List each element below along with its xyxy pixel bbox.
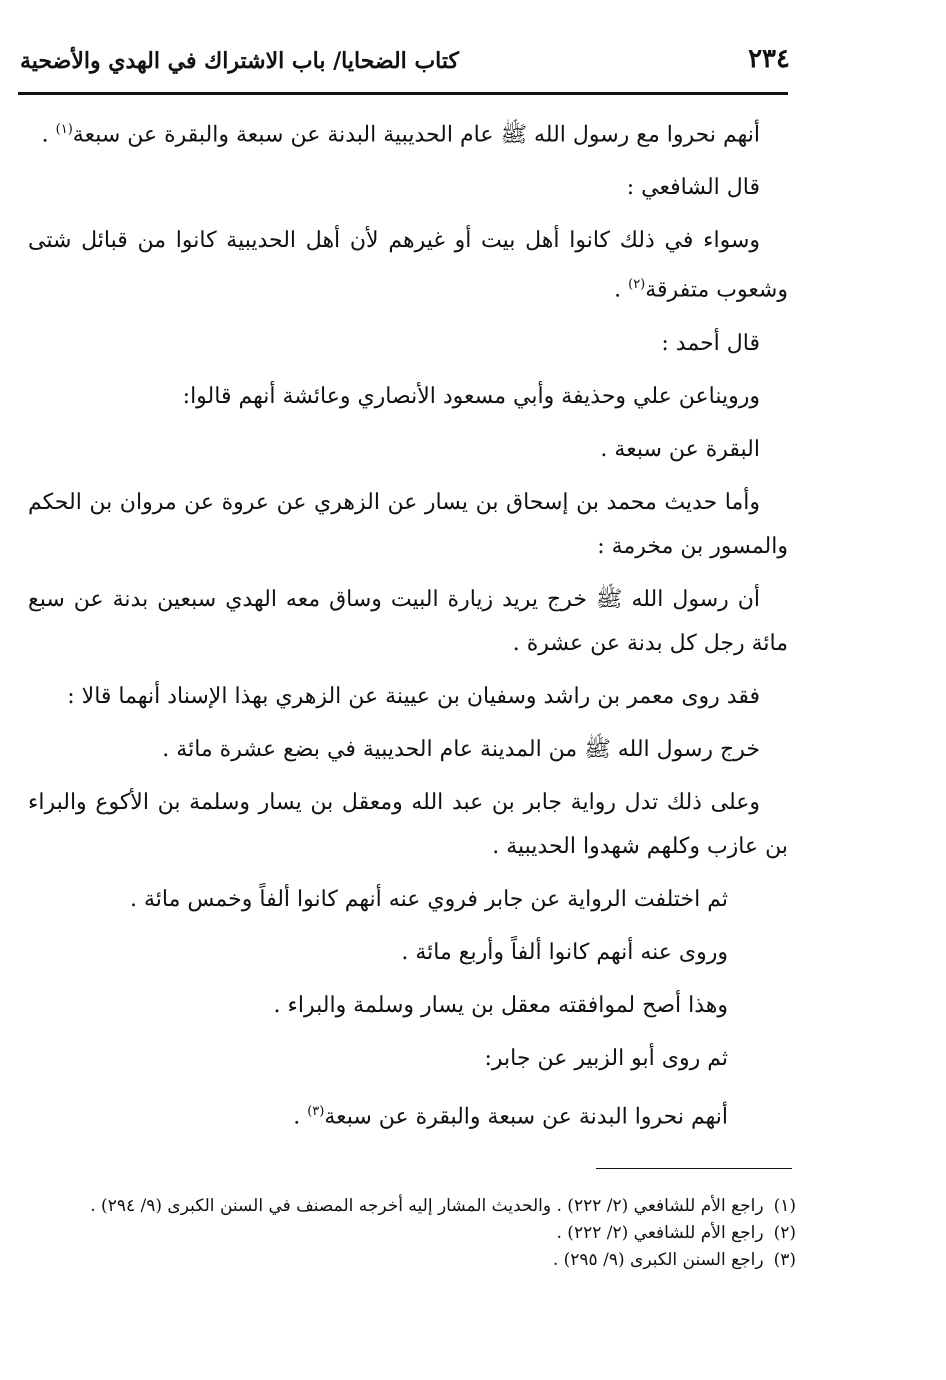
footnote-marker: (٢) (628, 277, 646, 293)
page-header (20, 42, 790, 90)
footnote-marker: (٣) (307, 1103, 325, 1119)
paragraph: وعلى ذلك تدل رواية جابر بن عبد الله ومعقل بن يسار وسلمة بن الأكوع والبراء بن عازب وكلهم شهدوا الحديبية . (28, 789, 788, 859)
paragraph: قال الشافعي : (626, 175, 760, 201)
paragraph: أنهم نحروا مع رسول الله ﷺ عام الحديبية البدنة عن سبعة والبقرة عن سبعة$^{(١)}$ . (41, 122, 760, 148)
header-rule (18, 92, 788, 95)
footnote-marker: (١) (55, 122, 73, 137)
paragraph: أنهم نحروا البدنة عن سبعة والبقرة عن سبعة$^{(٣)}$ . (293, 1103, 728, 1129)
paragraph: ورويناعن علي وحذيفة وأبي مسعود الأنصاري وعائشة أنهم قالوا: (182, 383, 760, 409)
paragraph: قال أحمد : (661, 330, 760, 356)
footnote-text: راجع الأم للشافعي (٢/ ٢٢٢) . (556, 1223, 764, 1243)
paragraph: وأما حديث محمد بن إسحاق بن يسار عن الزهري عن عروة عن مروان بن الحكم والمسور بن مخرمة : (28, 489, 788, 559)
paragraph: فقد روى معمر بن راشد وسفيان بن عيينة عن الزهري بهذا الإسناد أنهما قالا : (67, 683, 760, 709)
footnote-separator (596, 1168, 792, 1169)
paragraph: البقرة عن سبعة . (600, 436, 760, 462)
footnote (28, 1247, 796, 1274)
footnotes (28, 1193, 796, 1274)
footnote-text: راجع السنن الكبرى (٩/ ٢٩٥) . (552, 1250, 764, 1270)
footnote-number: (١) (773, 1196, 796, 1216)
footnote-text: راجع الأم للشافعي (٢/ ٢٢٢) . والحديث المشار إليه أخرجه المصنف في السنن الكبرى (٩/ ٢٩٤) . (90, 1196, 764, 1216)
paragraph: أن رسول الله ﷺ خرج يريد زيارة البيت وساق معه الهدي سبعين بدنة عن سبع مائة رجل كل بدنة عن عشرة . (28, 586, 788, 656)
footnote-number: (٣) (773, 1250, 796, 1270)
footnote (28, 1193, 796, 1220)
running-title: كتاب الضحايا/ باب الاشتراك في الهدي والأضحية (20, 48, 459, 74)
main-text (28, 108, 788, 1148)
footnote-number: (٢) (773, 1223, 796, 1243)
paragraph: وروى عنه أنهم كانوا ألفاً وأربع مائة . (401, 939, 728, 965)
paragraph: ثم اختلفت الرواية عن جابر فروي عنه أنهم كانوا ألفاً وخمس مائة . (130, 886, 728, 912)
paragraph: خرج رسول الله ﷺ من المدينة عام الحديبية في بضع عشرة مائة . (162, 736, 760, 762)
paragraph: وسواء في ذلك كانوا أهل بيت أو غيرهم لأن أهل الحديبية كانوا من قبائل شتى وشعوب متفرقة$^{(٢)}$ . (28, 228, 788, 303)
page-number: ٢٣٤ (748, 44, 790, 74)
paragraph: ثم روى أبو الزبير عن جابر: (484, 1045, 728, 1071)
paragraph: وهذا أصح لموافقته معقل بن يسار وسلمة والبراء . (273, 992, 728, 1018)
footnote (28, 1220, 796, 1247)
